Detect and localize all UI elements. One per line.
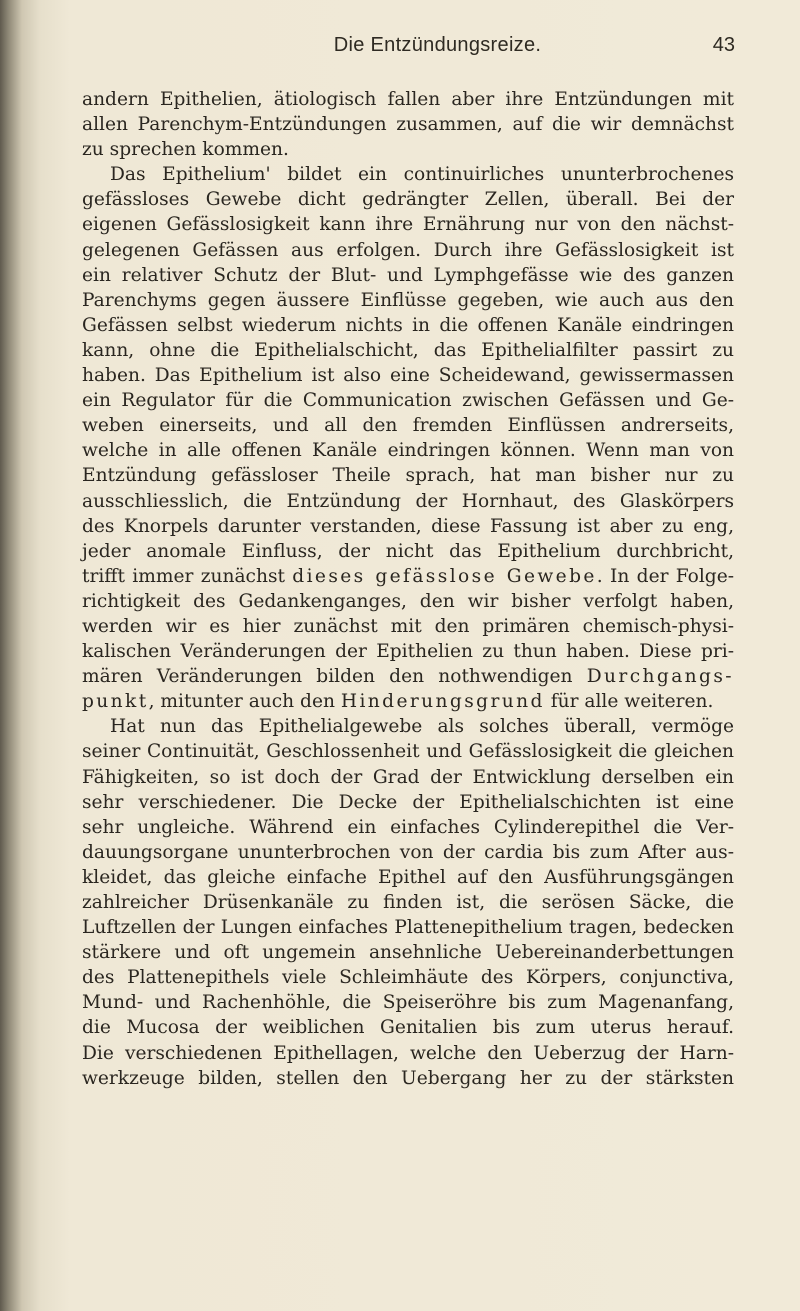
- emphasized-text: dieses gefässlose Gewebe: [292, 565, 597, 587]
- emphasized-text: punkt: [82, 691, 149, 713]
- text-line: sehr verschiedener. Die Decke der Epithelialschichten ist eine: [82, 791, 734, 813]
- text-line: kann, ohne die Epithelialschicht, das Epithelialfilter passirt zu: [82, 339, 734, 361]
- text-line: eigenen Gefässlosigkeit kann ihre Ernährung nur von den nächst-: [82, 214, 734, 236]
- text-line: haben. Das Epithelium ist also eine Scheidewand, gewissermassen: [82, 365, 734, 387]
- text-line: Die verschiedenen Epithellagen, welche den Ueberzug der Harn-: [82, 1042, 734, 1064]
- text-segment: . In der Folge-: [596, 565, 734, 587]
- text-line: allen Parenchym-Entzündungen zusammen, auf die wir demnächst: [82, 114, 734, 136]
- text-line: kleidet, das gleiche einfache Epithel auf den Ausführungsgängen: [82, 866, 734, 888]
- text-line: Fähigkeiten, so ist doch der Grad der Entwicklung derselben ein: [82, 766, 734, 788]
- text-line: Gefässen selbst wiederum nichts in die offenen Kanäle eindringen: [82, 314, 734, 336]
- text-line: des Plattenepithels viele Schleimhäute des Körpers, conjunctiva,: [82, 967, 734, 989]
- text-line: Hat nun das Epithelialgewebe als solches überall, vermöge: [110, 716, 734, 738]
- text-line: zu sprechen kommen.: [82, 139, 289, 161]
- text-line: weben einerseits, und all den fremden Einflüssen andrerseits,: [82, 415, 734, 437]
- text-line: dauungsorgane ununterbrochen von der cardia bis zum After aus-: [82, 841, 734, 863]
- text-segment: mären Veränderungen bilden den nothwendigen: [82, 666, 587, 688]
- text-line: gelegenen Gefässen aus erfolgen. Durch ihre Gefässlosigkeit ist: [82, 239, 734, 261]
- text-line: ein relativer Schutz der Blut- und Lymphgefässe wie des ganzen: [82, 264, 734, 286]
- emphasized-text: Durchgangs-: [586, 666, 734, 688]
- text-line: die Mucosa der weiblichen Genitalien bis zum uterus herauf.: [82, 1017, 734, 1039]
- text-line: jeder anomale Einfluss, der nicht das Epithelium durchbricht,: [82, 540, 734, 562]
- text-line: andern Epithelien, ätiologisch fallen aber ihre Entzündungen mit: [82, 89, 734, 110]
- page-header: [140, 34, 735, 64]
- text-line: sehr ungleiche. Während ein einfaches Cylinderepithel die Ver-: [82, 816, 734, 838]
- body-text: [82, 87, 734, 1091]
- text-line: stärkere und oft ungemein ansehnliche Uebereinanderbettungen: [82, 942, 734, 964]
- text-segment: trifft immer zunächst: [82, 565, 293, 587]
- text-line: Parenchyms gegen äussere Einflüsse gegeben, wie auch aus den: [82, 289, 734, 311]
- text-line: zahlreicher Drüsenkanäle zu finden ist, die serösen Säcke, die: [82, 892, 734, 913]
- page-number: 43: [712, 34, 735, 56]
- text-line: [82, 689, 734, 714]
- emphasized-text: Hinderungsgrund: [340, 691, 545, 713]
- text-line: [82, 564, 734, 589]
- text-line: gefässloses Gewebe dicht gedrängter Zellen, überall. Bei der: [82, 189, 734, 211]
- text-line: des Knorpels darunter verstanden, diese Fassung ist aber zu eng,: [82, 515, 734, 537]
- text-segment: für alle weiteren.: [544, 691, 714, 713]
- text-line: welche in alle offenen Kanäle eindringen können. Wenn man von: [82, 440, 734, 462]
- text-line: [82, 664, 734, 689]
- text-line: kalischen Veränderungen der Epithelien zu thun haben. Diese pri-: [82, 641, 734, 663]
- text-segment: , mitunter auch den: [148, 691, 341, 713]
- text-line: werden wir es hier zunächst mit den primären chemisch-physi-: [82, 615, 734, 637]
- text-line: Das Epithelium' bildet ein continuirliches ununterbrochenes: [110, 164, 734, 186]
- text-line: richtigkeit des Gedankenganges, den wir bisher verfolgt haben,: [82, 590, 734, 612]
- text-line: ein Regulator für die Communication zwischen Gefässen und Ge-: [82, 390, 734, 412]
- text-line: ausschliesslich, die Entzündung der Hornhaut, des Glaskörpers: [82, 490, 734, 512]
- running-title: Die Entzündungsreize.: [333, 34, 542, 56]
- text-line: Luftzellen der Lungen einfaches Plattenepithelium tragen, bedecken: [82, 917, 734, 939]
- text-line: Mund- und Rachenhöhle, die Speiseröhre bis zum Magenanfang,: [82, 992, 734, 1014]
- text-line: werkzeuge bilden, stellen den Uebergang her zu der stärksten: [82, 1067, 734, 1089]
- text-line: Entzündung gefässloser Theile sprach, hat man bisher nur zu: [82, 465, 734, 487]
- text-line: seiner Continuität, Geschlossenheit und Gefässlosigkeit die gleichen: [82, 741, 734, 763]
